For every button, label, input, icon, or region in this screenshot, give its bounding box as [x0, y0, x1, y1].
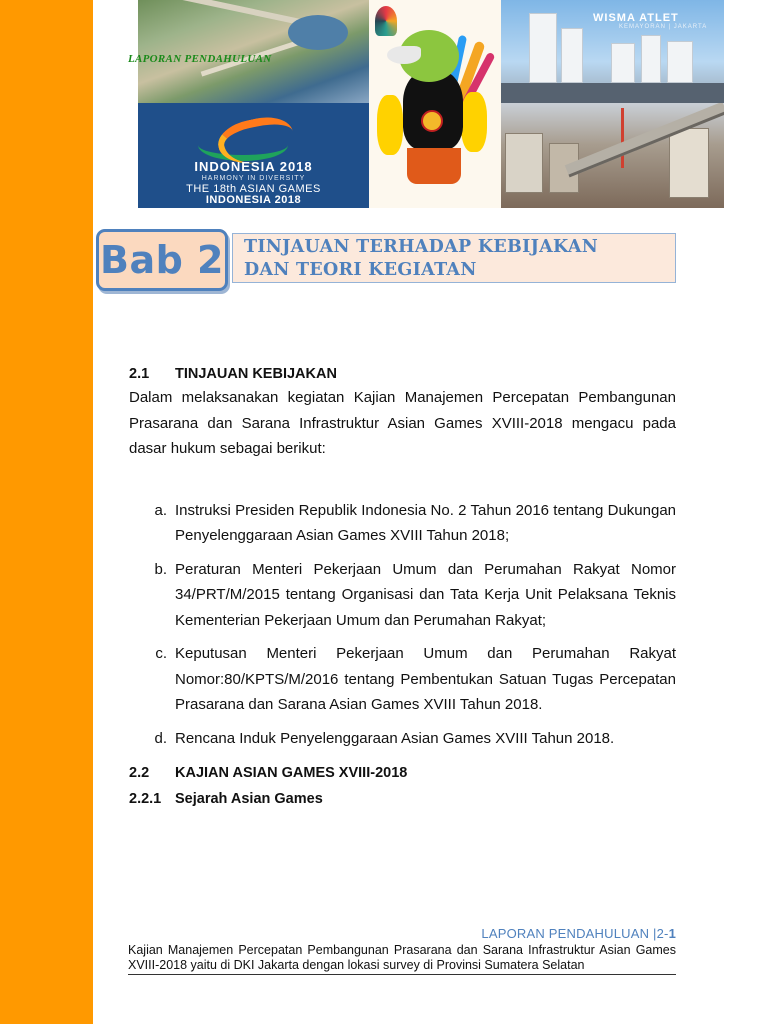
list-item — [129, 726, 676, 752]
list-item — [129, 498, 676, 549]
list-item-label: d. — [154, 729, 167, 747]
orange-sidebar-stripe — [0, 0, 93, 1024]
list-item-text: Keputusan Menteri Pekerjaan Umum dan Perumahan Rakyat Nomor:80/KPTS/M/2016 tentang Pembentukan Satuan Tugas Percepatan Prasarana dan Sarana Asian Games XVIII Tahun 2018. — [175, 645, 676, 713]
logo-line-4: INDONESIA 2018 — [205, 194, 302, 206]
footer-label: LAPORAN PENDAHULUAN |2- — [481, 926, 669, 941]
section-2-1-intro: Dalam melaksanakan kegiatan Kajian Manajemen Percepatan Pembangunan Prasarana dan Sarana Infrastruktur Asian Games XVIII-2018 mengacu pada dasar hukum sebagai berikut: — [129, 389, 676, 457]
list-item — [129, 557, 676, 634]
section-number: 2.1 — [129, 366, 150, 382]
chapter-number: Bab 2 — [100, 238, 224, 282]
wisma-atlet-photo — [501, 0, 724, 103]
section-2-2-1-heading — [129, 791, 676, 807]
section-title: TINJAUAN KEBIJAKAN — [175, 366, 337, 382]
list-item-label: c. — [155, 645, 167, 662]
list-item-text: Rencana Induk Penyelenggaraan Asian Games XVIII Tahun 2018. — [175, 729, 615, 747]
wisma-sublabel: KEMAYORAN | JAKARTA — [619, 24, 708, 30]
footer-page-number: 1 — [668, 926, 676, 941]
wisma-label: WISMA ATLET — [593, 12, 679, 24]
logo-line-1: INDONESIA 2018 — [194, 159, 313, 174]
subsection-title: Sejarah Asian Games — [175, 791, 323, 807]
footer-running-head — [440, 926, 676, 941]
section-title: KAJIAN ASIAN GAMES XVIII-2018 — [175, 765, 408, 781]
subsection-number: 2.2.1 — [129, 791, 162, 807]
list-item-text: Peraturan Menteri Pekerjaan Umum dan Perumahan Rakyat Nomor 34/PRT/M/2015 tentang Organisasi dan Tata Kerja Unit Pelaksana Teknis Kementerian Pekerjaan Umum dan Perumahan Rakyat; — [175, 560, 676, 629]
section-2-1-heading — [129, 366, 676, 382]
asian-games-logo-image — [138, 103, 369, 208]
header-image-collage — [138, 0, 724, 208]
header-report-tag: LAPORAN PENDAHULUAN — [128, 53, 272, 65]
chapter-title-box — [232, 233, 676, 283]
list-item-text: Instruksi Presiden Republik Indonesia No. 2 Tahun 2016 tentang Dukungan Penyelenggaraan Asian Games XVIII Tahun 2018; — [175, 501, 676, 544]
legal-basis-list — [129, 498, 676, 752]
chapter-title-line-2: DAN TEORI KEGIATAN — [244, 260, 477, 280]
list-item-label: a. — [154, 501, 167, 519]
body-content — [129, 366, 676, 807]
list-item-label: b. — [154, 560, 167, 578]
footer-description: Kajian Manajemen Percepatan Pembangunan Prasarana dan Sarana Infrastruktur Asian Games XVIII-2018 yaitu di DKI Jakarta dengan lokasi survey di Provinsi Sumatera Selatan — [128, 943, 676, 975]
section-2-2-heading — [129, 765, 676, 781]
logo-line-3: THE 18th ASIAN GAMES — [186, 183, 321, 195]
city-flyover-photo — [501, 103, 724, 208]
mascot-image — [369, 0, 501, 208]
list-item — [129, 641, 676, 718]
chapter-number-box — [96, 229, 228, 291]
aerial-venue-photo — [138, 0, 369, 103]
section-number: 2.2 — [129, 765, 150, 781]
games-emblem-icon — [375, 6, 397, 36]
logo-line-2: HARMONY IN DIVERSITY — [201, 175, 306, 182]
chapter-title-line-1: TINJAUAN TERHADAP KEBIJAKAN — [244, 237, 599, 257]
